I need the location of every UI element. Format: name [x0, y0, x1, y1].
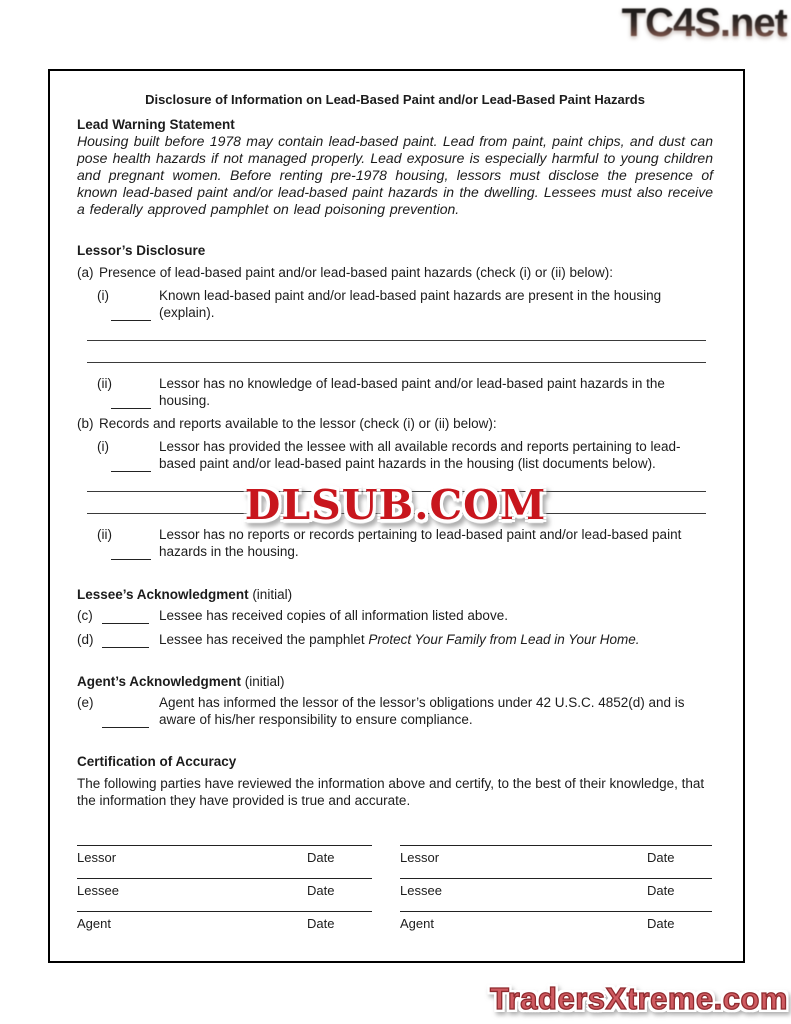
signature-field-lessee-1 [77, 878, 372, 899]
date-label: Date [647, 850, 675, 865]
item-b-marker: (b) [77, 416, 94, 431]
item-b-i-marker: (i) [97, 439, 109, 454]
pamphlet-title: Protect Your Family from Lead in Your Home. [368, 632, 640, 647]
item-e-initial-blank [102, 694, 149, 728]
item-b-ii-text: Lessor has no reports or records pertaining to lead-based paint and/or lead-based paint hazards in the housing. [159, 527, 682, 559]
item-c-text: Lessee has received copies of all information listed above. [159, 608, 508, 623]
lessee-acknowledgment-heading [77, 586, 713, 603]
lessee-heading-text: Lessee’s Acknowledgment [77, 587, 249, 602]
item-e-text: Agent has informed the lessor of the lessor’s obligations under 42 U.S.C. 4852(d) and is aware of his/her responsibility to ensure compliance. [159, 695, 685, 727]
date-label: Date [647, 916, 675, 931]
item-a-ii-marker: (ii) [97, 376, 112, 391]
watermark-tc4s: TC4S.net [621, 1, 787, 45]
item-a-ii-text: Lessor has no knowledge of lead-based paint and/or lead-based paint hazards in the housing. [159, 376, 665, 408]
watermark-dlsub: DLSUB.COM [244, 481, 547, 529]
item-a-ii-initial-blank [111, 375, 151, 409]
lead-warning-text: Housing built before 1978 may contain lead-based paint. Lead from paint, paint chips, and dust can pose health hazards if not managed properly. Lead exposure is especially harmful to young children and pregnant women. Before renting pre-1978 housing, lessors must disclose the presence of known lead-based paint and/or lead-based paint hazards in the dwelling. Lessees must also receive a federally approved pamphlet on lead poisoning prevention. [77, 133, 713, 217]
signature-field-agent-1 [77, 911, 372, 932]
item-a-i-text: Known lead-based paint and/or lead-based paint hazards are present in the housing (explain). [159, 288, 662, 320]
certification-heading: Certification of Accuracy [77, 754, 237, 769]
signature-field-lessor-1 [77, 845, 372, 866]
item-b-ii-marker: (ii) [97, 527, 112, 542]
date-label: Date [647, 883, 675, 898]
agent-heading-text: Agent’s Acknowledgment [77, 674, 242, 689]
item-e-marker: (e) [77, 695, 94, 710]
lessee-heading-suffix: (initial) [248, 587, 293, 602]
signature-field-lessor-2 [400, 845, 712, 866]
lessor-disclosure-heading: Lessor’s Disclosure [77, 243, 206, 258]
item-a-i-initial-blank [111, 287, 151, 321]
agent-acknowledgment-heading [77, 673, 713, 690]
item-c [77, 607, 713, 624]
signature-label: Lessor [400, 850, 440, 865]
item-b-text: Records and reports available to the lessor (check (i) or (ii) below): [99, 416, 497, 431]
signature-label: Agent [400, 916, 434, 931]
signature-label: Lessee [77, 883, 119, 898]
item-b-i [77, 438, 713, 472]
item-b-ii-initial-blank [111, 526, 151, 560]
signature-field-agent-2 [400, 911, 712, 932]
item-a [77, 264, 713, 281]
item-d [77, 631, 713, 648]
signature-label: Agent [77, 916, 111, 931]
item-b-i-initial-blank [111, 438, 151, 472]
item-d-text [159, 631, 640, 648]
item-e [77, 694, 713, 728]
item-a-text: Presence of lead-based paint and/or lead-based paint hazards (check (i) or (ii) below): [99, 265, 614, 280]
explain-line-2 [87, 341, 706, 363]
date-label: Date [307, 883, 335, 898]
item-b [77, 415, 713, 432]
watermark-tradersxtreme: TradersXtreme.com [490, 981, 788, 1016]
item-d-initial-blank [102, 631, 149, 648]
lead-warning-heading: Lead Warning Statement [77, 117, 235, 132]
item-b-i-text: Lessor has provided the lessee with all available records and reports pertaining to lead-based paint and/or lead-based paint hazards in the housing (list documents below). [159, 439, 681, 471]
item-a-marker: (a) [77, 265, 94, 280]
item-a-i [77, 287, 713, 321]
form-title: Disclosure of Information on Lead-Based Paint and/or Lead-Based Paint Hazards [145, 92, 645, 107]
item-a-ii [77, 375, 713, 409]
item-b-ii [77, 526, 713, 560]
signature-field-lessee-2 [400, 878, 712, 899]
item-d-marker: (d) [77, 632, 94, 647]
signature-block [77, 845, 713, 932]
item-c-initial-blank [102, 607, 149, 624]
item-d-text-before: Lessee has received the pamphlet [159, 632, 369, 647]
signature-label: Lessee [400, 883, 442, 898]
explain-line-1 [87, 321, 706, 341]
certification-text: The following parties have reviewed the information above and certify, to the best of their knowledge, that the information they have provided is true and accurate. [77, 776, 705, 808]
agent-heading-suffix: (initial) [241, 674, 285, 689]
date-label: Date [307, 916, 335, 931]
signature-label: Lessor [77, 850, 117, 865]
item-c-marker: (c) [77, 608, 93, 623]
item-a-i-marker: (i) [97, 288, 109, 303]
date-label: Date [307, 850, 335, 865]
